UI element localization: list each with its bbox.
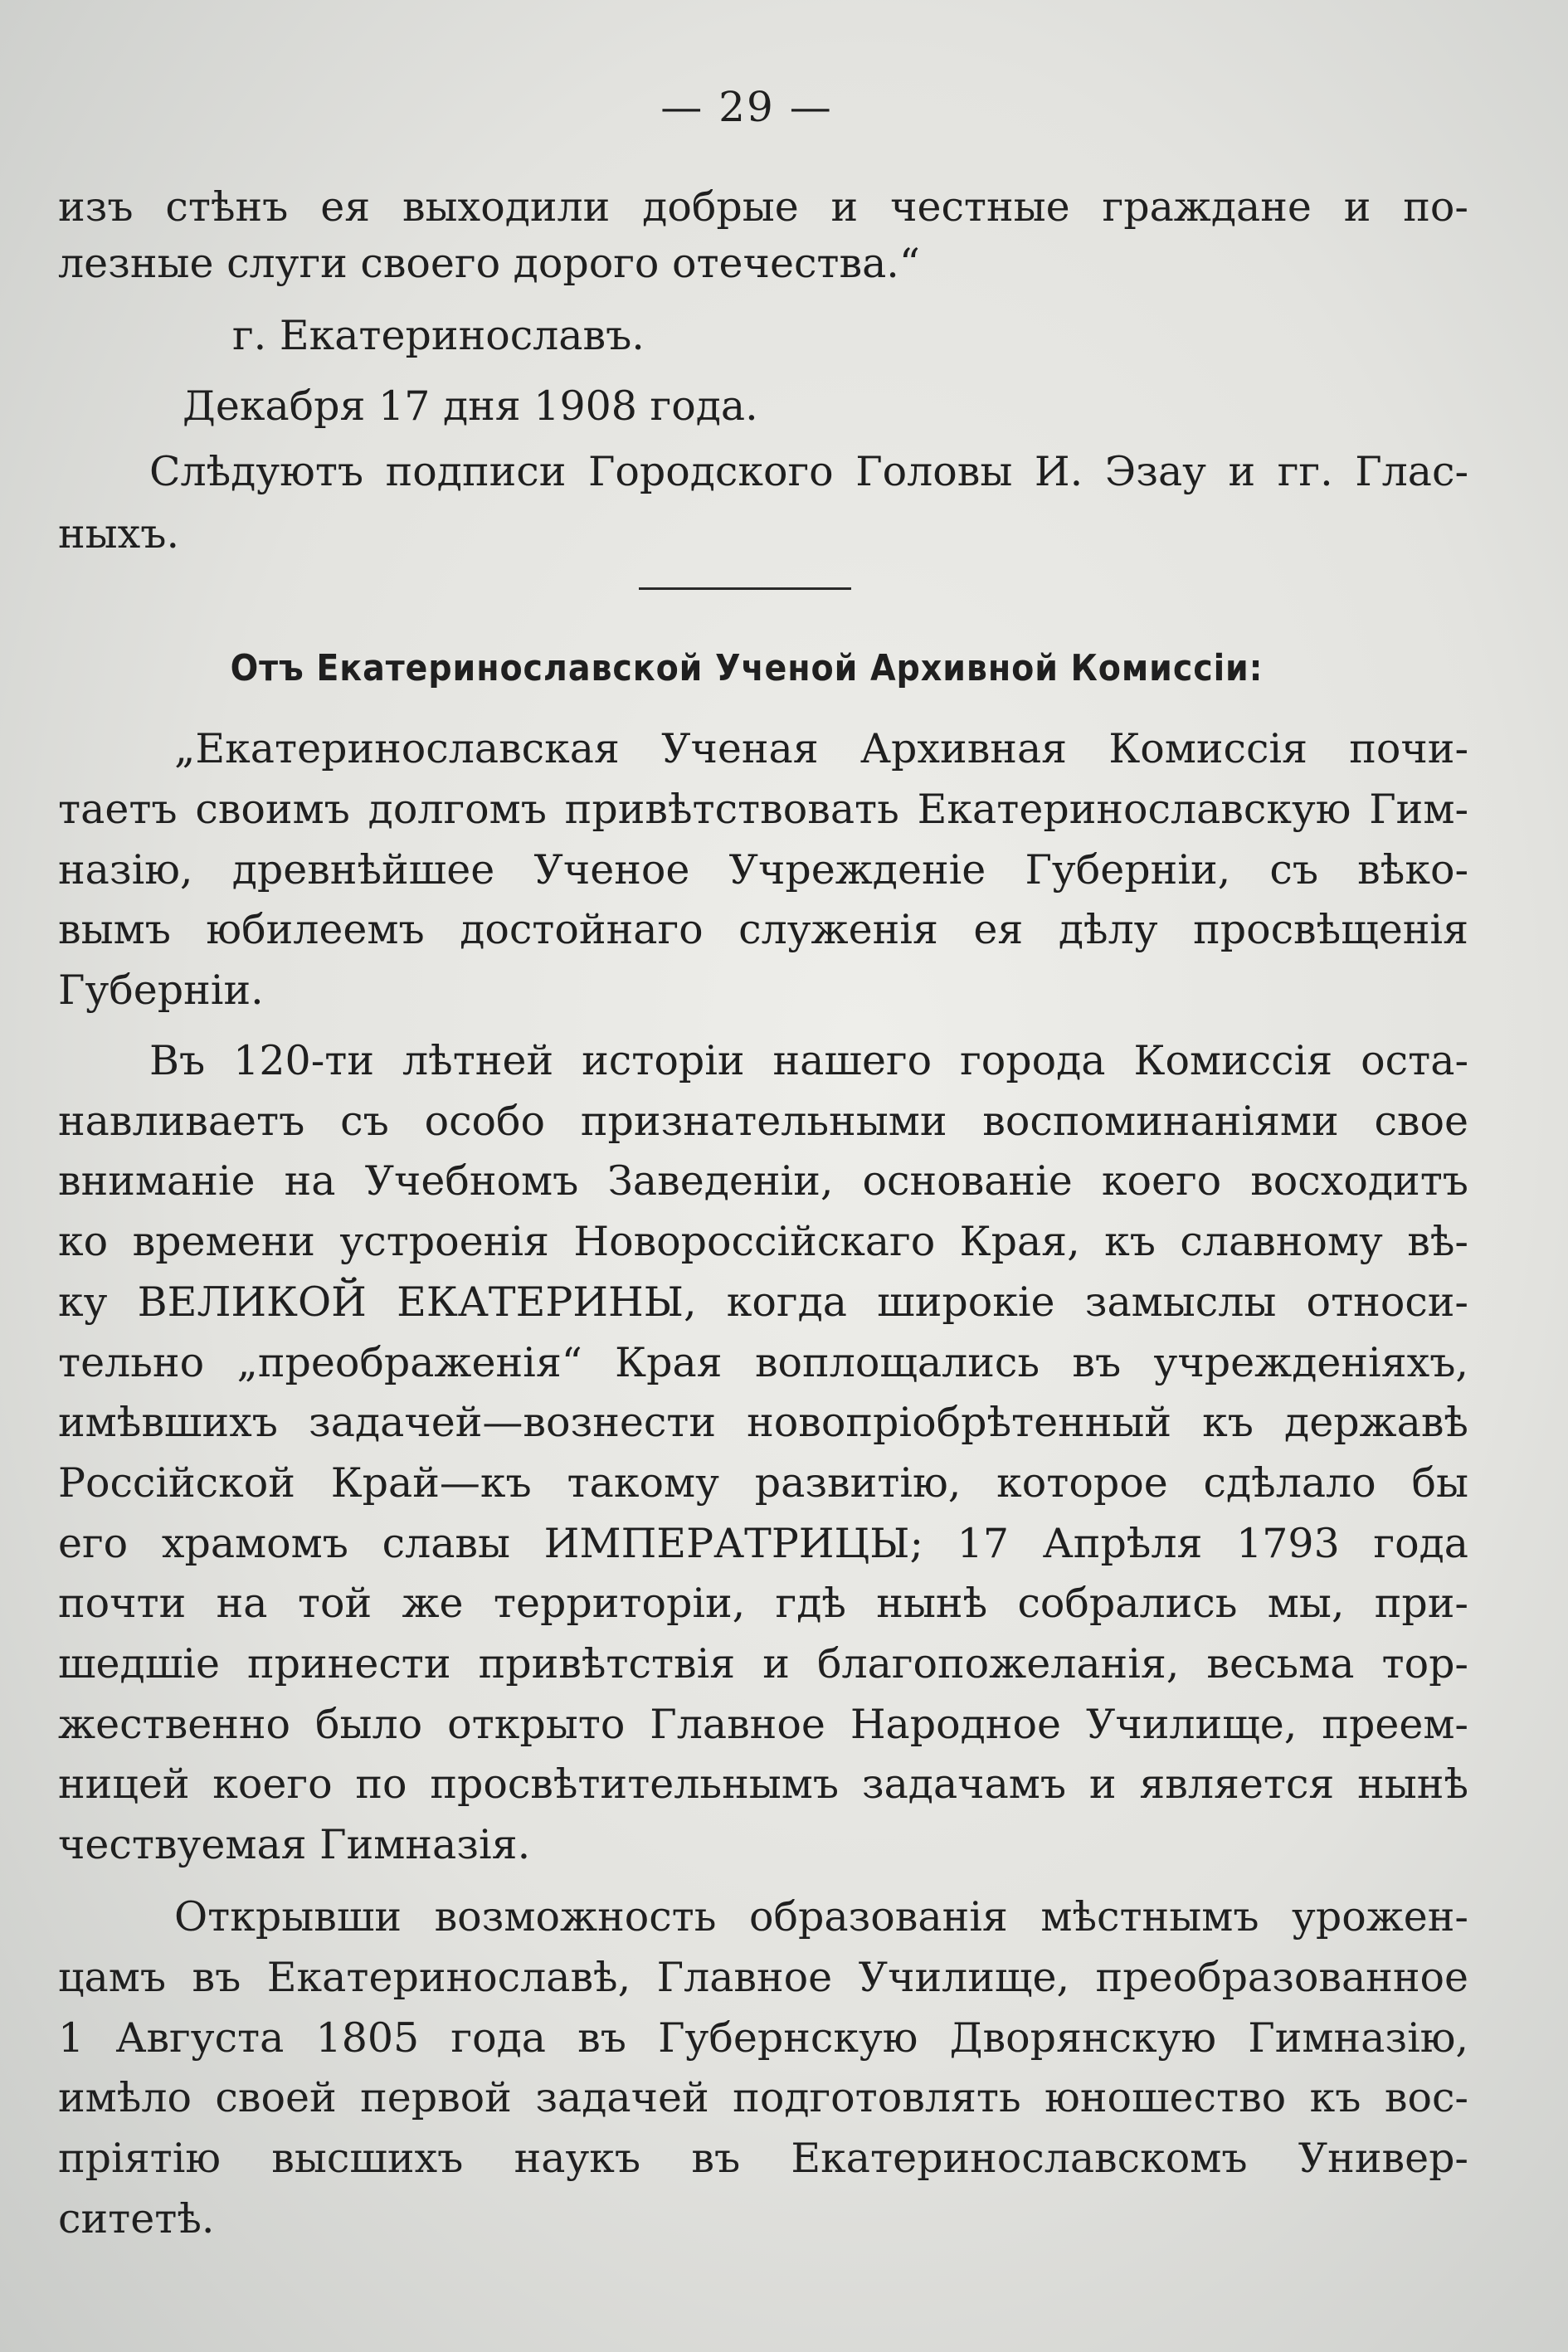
text-line: имѣвшихъ задачей—вознести новопріобрѣтенный къ державѣ bbox=[58, 1399, 1468, 1446]
text-line: 1 Августа 1805 года въ Губернскую Дворянскую Гимназію, bbox=[58, 2014, 1468, 2062]
text-line: лезные слуги своего дорого отечества.“ bbox=[58, 240, 920, 287]
text-line: чествуемая Гимназія. bbox=[58, 1821, 531, 1868]
text-line: вниманіе на Учебномъ Заведеніи, основаніе коего восходитъ bbox=[58, 1157, 1468, 1205]
text-line: таетъ своимъ долгомъ привѣтствовать Екатеринославскую Гим- bbox=[58, 786, 1468, 833]
text-line: ситетѣ. bbox=[58, 2195, 215, 2242]
text-line: цамъ въ Екатеринославѣ, Главное Училище, преобразованное bbox=[58, 1954, 1468, 2001]
text-line: Губерніи. bbox=[58, 967, 264, 1014]
text-line: назію, древнѣйшее Ученое Учрежденіе Губерніи, съ вѣко- bbox=[58, 846, 1468, 894]
text-line: ко времени устроенія Новороссійскаго Края, къ славному вѣ- bbox=[58, 1218, 1468, 1265]
text-line: почти на той же территоріи, гдѣ нынѣ собрались мы, при- bbox=[58, 1580, 1468, 1627]
section-divider bbox=[639, 587, 851, 590]
text-line: имѣло своей первой задачей подготовлять юношество къ вос- bbox=[58, 2074, 1468, 2121]
text-line: Декабря 17 дня 1908 года. bbox=[183, 382, 758, 430]
text-line: Слѣдуютъ подписи Городского Головы И. Эзау и гг. Глас- bbox=[149, 448, 1468, 495]
section-heading: Отъ Екатеринославской Ученой Архивной Комиссіи: bbox=[230, 647, 1264, 689]
text-line: изъ стѣнъ ея выходили добрые и честные граждане и по- bbox=[58, 183, 1468, 231]
text-line: Въ 120-ти лѣтней исторіи нашего города Комиссія оста- bbox=[149, 1037, 1468, 1084]
text-line: Россійской Край—къ такому развитію, которое сдѣлало бы bbox=[58, 1459, 1468, 1507]
text-line: шедшіе принести привѣтствія и благопожеланія, весьма тор- bbox=[58, 1640, 1468, 1687]
text-line: его храмомъ славы ИМПЕРАТРИЦЫ; 17 Апрѣля 1793 года bbox=[58, 1520, 1468, 1567]
text-line: пріятію высшихъ наукъ въ Екатеринославскомъ Универ- bbox=[58, 2135, 1468, 2182]
text-line: „Екатеринославская Ученая Архивная Комиссія почи- bbox=[174, 725, 1468, 772]
text-line: Открывши возможность образованія мѣстнымъ урожен- bbox=[174, 1893, 1468, 1941]
text-line: вымъ юбилеемъ достойнаго служенія ея дѣлу просвѣщенія bbox=[58, 906, 1468, 953]
text-line: ницей коего по просвѣтительнымъ задачамъ и является нынѣ bbox=[58, 1760, 1468, 1808]
text-line: навливаетъ съ особо признательными воспоминаніями свое bbox=[58, 1098, 1468, 1145]
text-line: ныхъ. bbox=[58, 510, 180, 558]
text-line: г. Екатеринославъ. bbox=[232, 312, 645, 359]
text-line: тельно „преображенія“ Края воплощались въ учрежденіяхъ, bbox=[58, 1339, 1468, 1386]
text-line: ку ВЕЛИКОЙ ЕКАТЕРИНЫ, когда широкіе замыслы относи- bbox=[58, 1278, 1468, 1326]
text-line: жественно было открыто Главное Народное Училище, преем- bbox=[58, 1701, 1468, 1748]
page-number: — 29 — bbox=[660, 83, 833, 131]
